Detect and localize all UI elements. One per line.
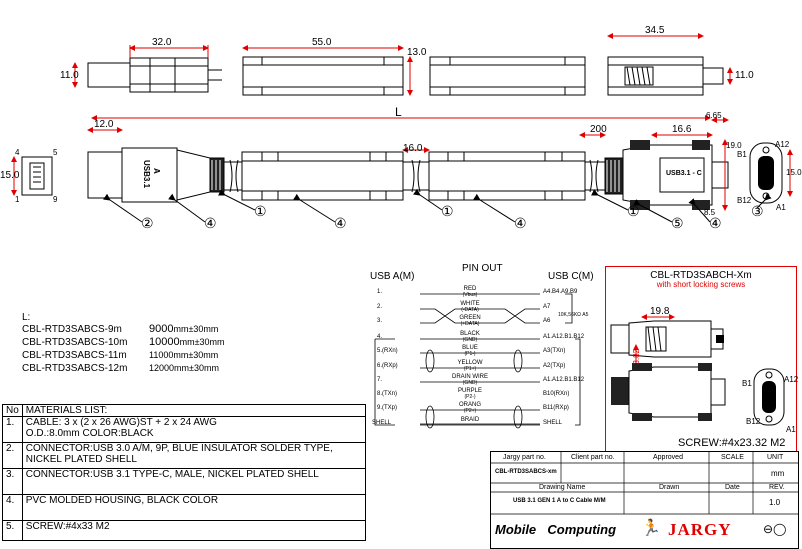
ferrite-top-2 <box>429 152 585 200</box>
usb-c-side-view <box>608 36 730 95</box>
materials-header-title: MATERIALS LIST: <box>22 405 365 417</box>
tb-scale-header: SCALE <box>721 454 744 461</box>
pin-right-label: A1.A12.B1.B12 <box>543 377 585 383</box>
pin-left-label: SHELL <box>372 420 392 426</box>
pin-right-label: A3(TXn) <box>543 348 566 354</box>
tb-unit-value: mm <box>771 469 785 478</box>
cable-print-usb31: USB3.1 <box>142 160 151 189</box>
ferrite-top-1 <box>242 150 429 200</box>
variant-dim-3-82: 3.82 <box>632 349 641 365</box>
pin-left-label: 4. <box>377 334 383 340</box>
callout-1b: ① <box>441 203 454 219</box>
dim-16: 16.0 <box>403 143 423 154</box>
pin-right-label: A1.A12.B1.B12 <box>543 334 585 340</box>
dim-34-5: 34.5 <box>645 25 665 36</box>
dim-200: 200 <box>590 124 607 135</box>
callout-4a: ④ <box>204 215 217 231</box>
callout-3: ③ <box>751 203 764 219</box>
tb-jargy-part: CBL-RTD3SABCS-xm <box>495 469 557 475</box>
materials-row: 2. CONNECTOR:USB 3.0 A/M, 9P, BLUE INSULATOR SOLDER TYPE, NICKEL PLATED SHELL <box>3 443 366 469</box>
usb-c-pin-b12: B12 <box>737 196 752 205</box>
dim-8-5: 8.5 <box>704 208 716 217</box>
usb-a-pin-5: 5 <box>53 148 58 157</box>
dim-11-left: 11.0 <box>60 70 79 81</box>
pin-right-label: A7 <box>543 304 551 310</box>
pin-wire-name: BLACK (GND) <box>460 331 480 343</box>
variant-pin-a1: A1 <box>786 425 796 434</box>
dim-L: L <box>395 105 402 119</box>
usb-c-front-view <box>750 143 790 203</box>
tb-rev-header: REV. <box>769 484 785 491</box>
ferrite-side-view-2 <box>430 57 585 95</box>
usb-a-connector-top <box>88 130 224 202</box>
usb-a-pin-1: 1 <box>15 195 20 204</box>
length-row: CBL-RTD3SABCS-12m 12000mm±30mm <box>22 363 219 374</box>
dim-12: 12.0 <box>94 119 114 130</box>
dim-15-left: 15.0 <box>0 170 20 181</box>
pin-left-label: 1. <box>377 289 383 295</box>
callout-2: ② <box>141 215 154 231</box>
length-table-title: L: <box>22 312 31 323</box>
dim-19: 19.0 <box>726 141 742 150</box>
variant-dim-19-8: 19.8 <box>650 306 670 317</box>
pin-wire-name: RED (Vbus) <box>462 286 478 298</box>
dim-16-6: 16.6 <box>672 124 692 135</box>
callout-1c: ① <box>627 203 640 219</box>
materials-row: 3. CONNECTOR:USB 3.1 TYPE-C, MALE, NICKEL PLATED SHELL <box>3 469 366 495</box>
runner-icon: 🏃 <box>641 520 661 537</box>
pin-left-label: 5.(RXn) <box>377 348 398 354</box>
logo-mobile-computing: Mobile Computing <box>495 522 617 537</box>
dim-11-right: 11.0 <box>735 70 754 81</box>
typec-print: USB3.1 - C <box>666 170 702 177</box>
callout-4b: ④ <box>334 215 347 231</box>
pin-wire-name: YELLOW (P1+) <box>457 360 483 372</box>
variant-pin-b1: B1 <box>742 379 752 388</box>
pin-left-label: 7. <box>377 377 383 383</box>
pin-wire-name: BLUE (P1-) <box>462 345 478 357</box>
usb-a-front-view <box>14 157 52 195</box>
variant-box <box>605 266 797 452</box>
cable-print-a: A <box>152 168 161 174</box>
pinout-right-header: USB C(M) <box>548 271 594 282</box>
pin-right-label: SHELL <box>543 420 563 426</box>
callout-1a: ① <box>254 203 267 219</box>
variant-screw: SCREW:#4x23.32 M2 <box>678 437 786 449</box>
materials-header <box>3 405 366 417</box>
materials-row: 1. CABLE: 3 x (2 x 26 AWG)ST + 2 x 24 AWG O.D.:8.0mm COLOR:BLACK <box>3 417 366 443</box>
length-row: CBL-RTD3SABCS-10m 10000mm±30mm <box>22 336 225 348</box>
tb-unit-header: UNIT <box>767 454 784 461</box>
projection-symbol-icon: ⊖◯ <box>763 522 787 536</box>
pin-right-label: A6 <box>543 318 551 324</box>
dim-32: 32.0 <box>152 37 172 48</box>
pin-wire-name: BRAID <box>460 417 480 423</box>
pin-right-label: A2(TXp) <box>543 363 566 369</box>
pin-left-label: 3. <box>377 318 383 324</box>
tb-date-header: Date <box>725 484 740 491</box>
tb-drawn-header: Drawn <box>659 484 680 491</box>
materials-row: 4. PVC MOLDED HOUSING, BLACK COLOR <box>3 495 366 521</box>
tb-client-header: Client part no. <box>571 454 615 461</box>
title-block <box>490 451 799 549</box>
length-row: CBL-RTD3SABCS-11m 11000mm±30mm <box>22 350 219 361</box>
variant-title: CBL-RTD3SABCH-Xm <box>650 270 752 281</box>
tb-rev-value: 1.0 <box>769 498 781 507</box>
tb-drawing-name: USB 3.1 GEN 1 A to C Cable M/M <box>513 498 606 504</box>
pin-right-label: A4.B4.A9.B9 <box>543 289 578 295</box>
dim-15-right: 15.0 <box>786 168 802 177</box>
length-row: CBL-RTD3SABCS-9m 9000mm±30mm <box>22 323 219 335</box>
ferrite-side-view-1 <box>243 48 410 95</box>
callout-5: ⑤ <box>671 215 684 231</box>
pin-wire-name: PURPLE (P2-) <box>457 388 482 400</box>
dim-55: 55.0 <box>312 37 332 48</box>
pinout-left-header: USB A(M) <box>370 271 415 282</box>
callout-4c: ④ <box>514 215 527 231</box>
callout-4d: ④ <box>709 215 722 231</box>
materials-header-no: No <box>3 405 23 417</box>
dim-13: 13.0 <box>407 47 427 58</box>
usb-c-pin-a1: A1 <box>776 203 786 212</box>
variant-pin-a12: A12 <box>784 375 799 384</box>
pinout-title: PIN OUT <box>462 263 503 274</box>
materials-table <box>2 404 366 541</box>
pin-right-label: B11(RXp) <box>543 405 569 411</box>
tb-approved-header: Approved <box>653 454 683 461</box>
tb-drawing-header: Drawing Name <box>539 484 586 491</box>
resistor-note: 10K,56KΩ A5 <box>558 312 589 318</box>
pin-wire-name: WHITE (-DATA) <box>460 301 480 313</box>
variant-subtitle: with short locking screws <box>656 280 746 289</box>
usb-c-pin-a12: A12 <box>775 140 790 149</box>
variant-pin-b12: B12 <box>746 417 761 426</box>
logo-jargy: JARGY <box>668 520 732 539</box>
materials-row: 5. SCREW:#4x33 M2 <box>3 521 366 541</box>
pin-wire-name: ORANG (P2+) <box>458 402 481 414</box>
pin-left-label: 2. <box>377 304 383 310</box>
pin-right-label: B10(RXn) <box>543 391 570 397</box>
pin-left-label: 8.(TXn) <box>377 391 398 397</box>
pin-wire-name: GREEN (+DATA) <box>459 315 481 327</box>
tb-jargy-header: Jargy part no. <box>503 454 546 461</box>
usb-a-pin-4: 4 <box>15 148 20 157</box>
length-table <box>22 323 225 375</box>
pin-wire-name: DRAIN WIRE (GND) <box>452 374 488 386</box>
pin-left-label: 6.(RXp) <box>377 363 398 369</box>
usb-a-pin-9: 9 <box>53 195 58 204</box>
dim-6-65: 6.65 <box>706 111 722 120</box>
usb-c-pin-b1: B1 <box>737 150 747 159</box>
usb-a-side-view <box>75 45 222 92</box>
pin-left-label: 9.(TXp) <box>377 405 398 411</box>
